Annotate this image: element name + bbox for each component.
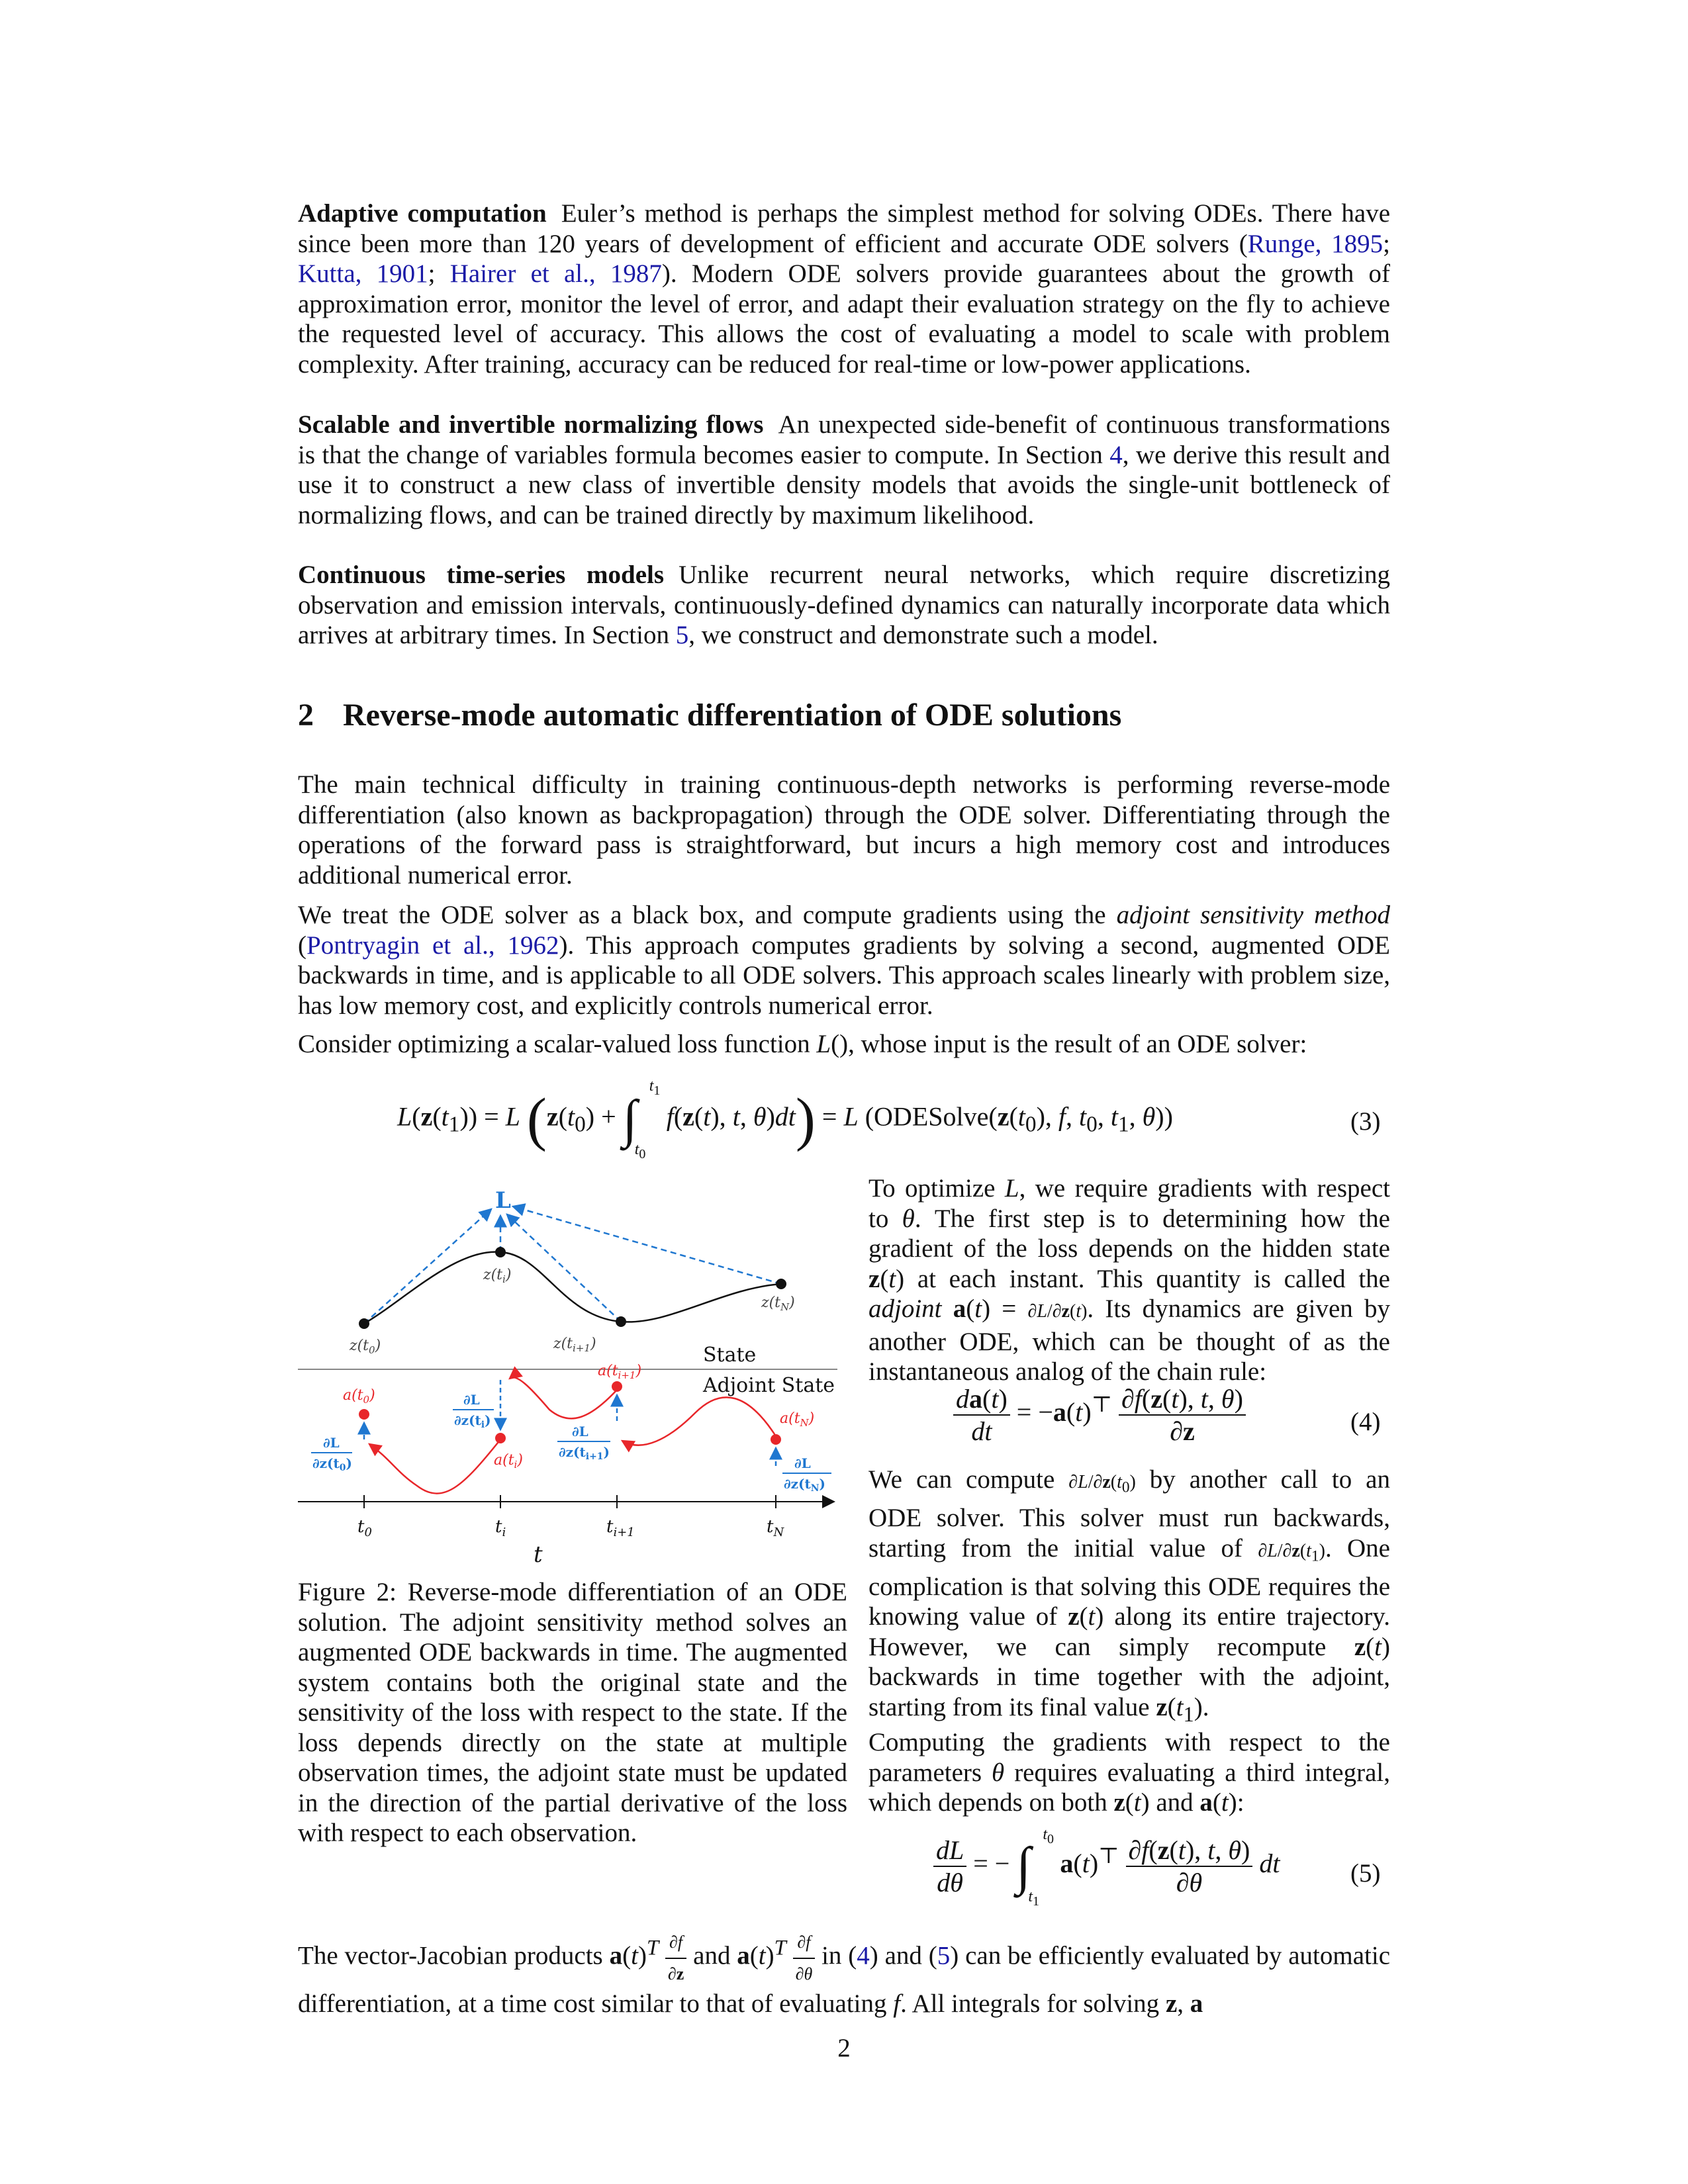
paragraph-normalizing-flows: Scalable and invertible normalizing flows An unexpected side-benefit of continuous transformations is that the change of variables formula becomes easier to compute. In Section 4, we derive this result and use it to construct a new class of invertible density models that avoids the single-unit bottleneck of normalizing flows, and can be trained directly by maximum likelihood. [298, 410, 1390, 529]
equation-5: $\frac{dL}{d\theta}$ = − ∫ $t_0$ $t_1$ a(t)⊤ $\frac{\partial f(z(t), t, \theta)}{\partial\theta}$ dt [933, 1835, 1280, 1898]
adjoint-state-label: Adjoint State [703, 1374, 835, 1397]
equation-ref-link[interactable]: 5 [937, 1941, 951, 1970]
state-label: State [703, 1343, 757, 1367]
svg-text:ti: $t_i$ [495, 1517, 506, 1539]
emphasis: adjoint sensitivity method [1116, 901, 1390, 929]
paragraph-parameter-gradients: Computing the gradients with respect to the parameters θ requires evaluating a third integral, which depends on both z(t) and a(t): [868, 1728, 1390, 1817]
runin-heading: Scalable and invertible normalizing flows [298, 410, 764, 439]
paragraph-consider: Consider optimizing a scalar-valued loss function L(), whose input is the result of an ODE solver: [298, 1030, 1307, 1058]
svg-text:∂L: ∂L [323, 1435, 340, 1451]
citation-link[interactable]: Kutta, 1901 [298, 259, 428, 288]
figure-2-adjoint-diagram [298, 1175, 847, 1565]
runin-heading: Continuous time-series models [298, 561, 665, 589]
svg-text:∂L: ∂L [463, 1392, 480, 1408]
paragraph-intro: The main technical difficulty in training continuous-depth networks is performing reverse-mode differentiation (also known as backpropagation) through the ODE solver. Differentiating through the operations of the forward pass is straightforward, but incurs a high memory cost and introduces additional numerical error. [298, 770, 1390, 889]
svg-text:z(ti+1): $z(t_{i+1})$ [553, 1336, 596, 1354]
section-ref-link[interactable]: 4 [1109, 440, 1123, 469]
paragraph-adaptive-computation: Adaptive computation Euler’s method is perhaps the simplest method for solving ODEs. There have since been more than 120 years of development of efficient and accurate ODE solvers (Runge, 1895; Kutta, 1901; Hairer et al., 1987). Modern ODE solvers provide guarantees about the growth of approximation error, monitor the level of error, and adapt their evaluation strategy on the fly to achieve the requested level of accuracy. This allows the cost of evaluating a model to scale with problem complexity. After training, accuracy can be reduced for real-time or low-power applications. [298, 199, 1391, 379]
svg-text:∂L: ∂L [794, 1455, 811, 1471]
time-axis-label: t [534, 1541, 543, 1565]
svg-text:tN: $t_N$ [767, 1517, 784, 1539]
runin-heading: Adaptive computation [298, 199, 547, 228]
citation-link[interactable]: Pontryagin et al., 1962 [306, 931, 559, 960]
paragraph-adjoint-method: We treat the ODE solver as a black box, and compute gradients using the adjoint sensitivity method (Pontryagin et al., 1962). This approach computes gradients by solving a second, augmented ODE backwards in time, and is applicable to all ODE solvers. This approach scales linearly with problem size, has low memory cost, and explicitly controls numerical error. [298, 901, 1391, 1020]
page-number: 2 [837, 2034, 851, 2062]
svg-text:∂z(t0): $\partial z(t_0)$ [312, 1455, 352, 1473]
svg-text:∂z(tN): $\partial z(t_N)$ [784, 1476, 826, 1494]
loss-label: L [495, 1187, 511, 1214]
loss-dependency-arrows [364, 1206, 781, 1324]
equation-number: (3) [1350, 1107, 1381, 1136]
equation-4: $\frac{da(t)}{dt}$ = −a(t)⊤ $\frac{\partial f(z(t), t, \theta)}{\partial z}$ [953, 1383, 1246, 1447]
state-trajectory [364, 1252, 781, 1324]
figure-caption: Figure 2: Reverse-mode differentiation of an ODE solution. The adjoint sensitivity method solves an augmented ODE backwards in time. The augmented system contains both the original state and the sensitivity of the loss with respect to the state. If the loss depends directly on the state at multiple observation times, the adjoint state must be updated in the direction of the partial derivative of the loss with respect to each observation. [298, 1578, 847, 1847]
equation-3: $L(z(t_1)) = L$ ($z(t_0)$ + ∫ $t_1$ $t_0$ f(z(t), t, θ)dt) = L ($ODESolve(z(t_0)$, f, $t_0$, $t_1$, θ)) [397, 1077, 1173, 1161]
citation-link[interactable]: Hairer et al., 1987 [449, 259, 662, 288]
paragraph-adjoint-definition: To optimize L, we require gradients with respect to θ. The first step is to determining how the gradient of the loss depends on the hidden state z(t) at each instant. This quantity is called the adjoint a(t) = ∂L/∂z(t). Its dynamics are given by another ODE, which can be thought of as the instantaneous analog of the chain rule: [868, 1174, 1390, 1386]
svg-text:a(t0): $a(t_0)$ [343, 1387, 375, 1406]
equation-number: (5) [1350, 1859, 1381, 1888]
svg-text:t0: $t_0$ [357, 1517, 372, 1539]
section-title: Reverse-mode automatic differentiation of ODE solutions [343, 698, 1122, 733]
paragraph-vector-jacobian: The vector-Jacobian products $a(t)^T$ $\frac{\partial f}{\partial z}$ and $a(t)^T$ $\frac{\partial f}{\partial\theta}$ in (4) and (5) can be efficiently evaluated by automatic differentiation, at a time cost similar to that of evaluating f. All integrals for solving z, a [298, 1927, 1390, 2019]
svg-text:z(ti): $z(t_i)$ [483, 1267, 512, 1285]
paragraph-time-series: Continuous time-series models Unlike recurrent neural networks, which require discretizing observation and emission intervals, continuously-defined dynamics can naturally incorporate data which arrives at arbitrary times. In Section 5, we construct and demonstrate such a model. [298, 561, 1390, 649]
svg-text:∂L: ∂L [572, 1424, 588, 1439]
svg-text:ti+1: $t_{i+1}$ [606, 1517, 635, 1539]
svg-text:a(ti): $a(t_i)$ [494, 1452, 523, 1471]
partial-derivative-labels [311, 1392, 831, 1494]
svg-text:∂z(ti+1): $\partial z(t_{i+1})$ [559, 1444, 610, 1462]
section-ref-link[interactable]: 5 [675, 621, 689, 649]
time-tick-labels [357, 1517, 784, 1539]
section-heading [298, 697, 1390, 733]
svg-text:a(tN): $a(t_N)$ [780, 1410, 815, 1429]
equation-number: (4) [1350, 1408, 1381, 1436]
svg-text:a(ti+1): $a(t_{i+1})$ [598, 1363, 642, 1381]
svg-text:∂z(ti): $\partial z(t_i)$ [454, 1412, 491, 1430]
state-labels [349, 1267, 795, 1356]
equation-ref-link[interactable]: 4 [857, 1941, 870, 1970]
citation-link[interactable]: Runge, 1895 [1247, 229, 1383, 258]
svg-text:z(t0): $z(t_0)$ [350, 1338, 381, 1356]
paragraph-backwards-solve: We can compute $\partial L/\partial z(t_0)$ by another call to an ODE solver. This solver must run backwards, starting from the initial value of $\partial L/\partial z(t_1)$. One complication is that solving this ODE requires the knowing value of z(t) along its entire trajectory. However, we can simply recompute z(t) backwards in time together with the adjoint, starting from its final value $z(t_1)$. [868, 1465, 1390, 1727]
section-number: 2 [298, 698, 314, 733]
state-points [359, 1247, 786, 1329]
svg-text:z(tN): $z(t_N)$ [761, 1295, 795, 1313]
